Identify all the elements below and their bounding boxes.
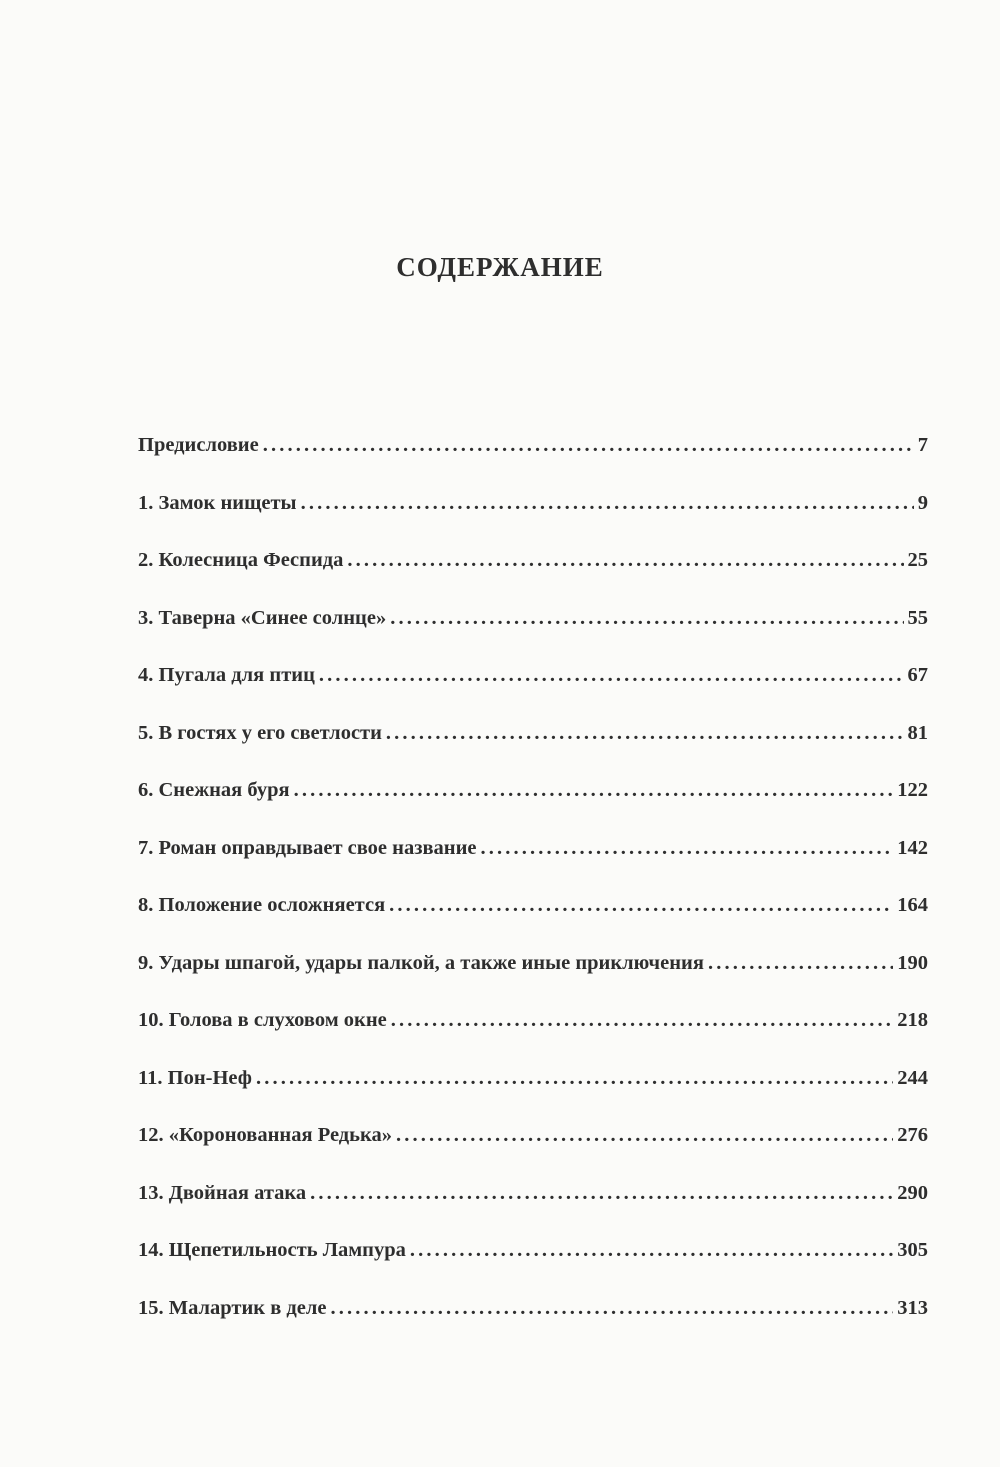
dot-leader [386, 722, 904, 745]
dot-leader [391, 1009, 893, 1032]
toc-entry-title: 15. Малартик в деле [138, 1296, 327, 1319]
toc-entry-page: 122 [897, 779, 928, 801]
toc-entry-page: 142 [897, 836, 928, 859]
dot-leader [331, 1297, 894, 1320]
toc-entry-title: 9. Удары шпагой, удары палкой, а также иные приключения [138, 951, 704, 974]
dot-leader [263, 434, 914, 457]
dot-leader [389, 894, 893, 917]
toc-entry-page: 81 [907, 721, 928, 744]
toc-entry-page: 218 [897, 1009, 928, 1031]
toc-entry [138, 894, 928, 952]
dot-leader [319, 664, 904, 687]
dot-leader [301, 492, 914, 515]
dot-leader [256, 1067, 893, 1090]
toc-entry [138, 1067, 928, 1125]
toc-entry [138, 1182, 928, 1240]
toc-entry [138, 779, 928, 837]
toc-entry [138, 492, 928, 550]
toc-entry-title: Предисловие [138, 434, 259, 456]
toc-entry-title: 6. Снежная буря [138, 779, 290, 801]
toc-entry [138, 664, 928, 722]
toc-entry [138, 837, 928, 895]
toc-entry [138, 1124, 928, 1182]
toc-entry [138, 607, 928, 665]
toc-entry-page: 55 [907, 606, 928, 629]
dot-leader [481, 837, 894, 860]
toc-entry [138, 1239, 928, 1297]
toc-entry-title: 3. Таверна «Синее солнце» [138, 606, 387, 629]
toc-entry-title: 12. «Коронованная Редька» [138, 1124, 392, 1146]
dot-leader [708, 952, 893, 975]
toc-entry-title: 7. Роман оправдывает свое название [138, 836, 477, 859]
toc-entry-page: 164 [897, 894, 928, 916]
dot-leader [396, 1124, 893, 1147]
dot-leader [294, 779, 894, 802]
dot-leader [390, 607, 903, 630]
table-of-contents [138, 434, 928, 1354]
toc-entry-title: 8. Положение осложняется [138, 894, 386, 916]
toc-entry-page: 7 [917, 434, 928, 456]
toc-entry-title: 5. В гостях у его светлости [138, 721, 382, 744]
toc-entry [138, 952, 928, 1010]
toc-entry-page: 67 [907, 664, 928, 686]
toc-entry [138, 549, 928, 607]
dot-leader [410, 1239, 893, 1262]
toc-entry-title: 11. Пон-Неф [138, 1066, 252, 1089]
toc-entry-title: 14. Щепетильность Лампура [138, 1239, 406, 1261]
toc-entry-title: 1. Замок нищеты [138, 491, 297, 514]
toc-entry-page: 244 [897, 1066, 928, 1089]
page-title: СОДЕРЖАНИЕ [396, 252, 604, 282]
toc-entry-page: 25 [907, 549, 928, 571]
toc-entry-page: 190 [897, 951, 928, 974]
toc-entry-title: 4. Пугала для птиц [138, 664, 315, 686]
toc-entry-page: 305 [897, 1239, 928, 1261]
toc-entry-title: 2. Колесница Феспида [138, 549, 344, 571]
toc-entry-page: 290 [897, 1181, 928, 1204]
toc-entry [138, 434, 928, 492]
dot-leader [310, 1182, 893, 1205]
toc-entry [138, 722, 928, 780]
toc-entry-page: 276 [897, 1124, 928, 1146]
toc-entry-title: 10. Голова в слуховом окне [138, 1009, 387, 1031]
toc-entry [138, 1009, 928, 1067]
dot-leader [347, 549, 903, 572]
toc-entry-title: 13. Двойная атака [138, 1181, 307, 1204]
toc-entry-page: 313 [897, 1296, 928, 1319]
toc-entry [138, 1297, 928, 1355]
toc-entry-page: 9 [917, 491, 928, 514]
